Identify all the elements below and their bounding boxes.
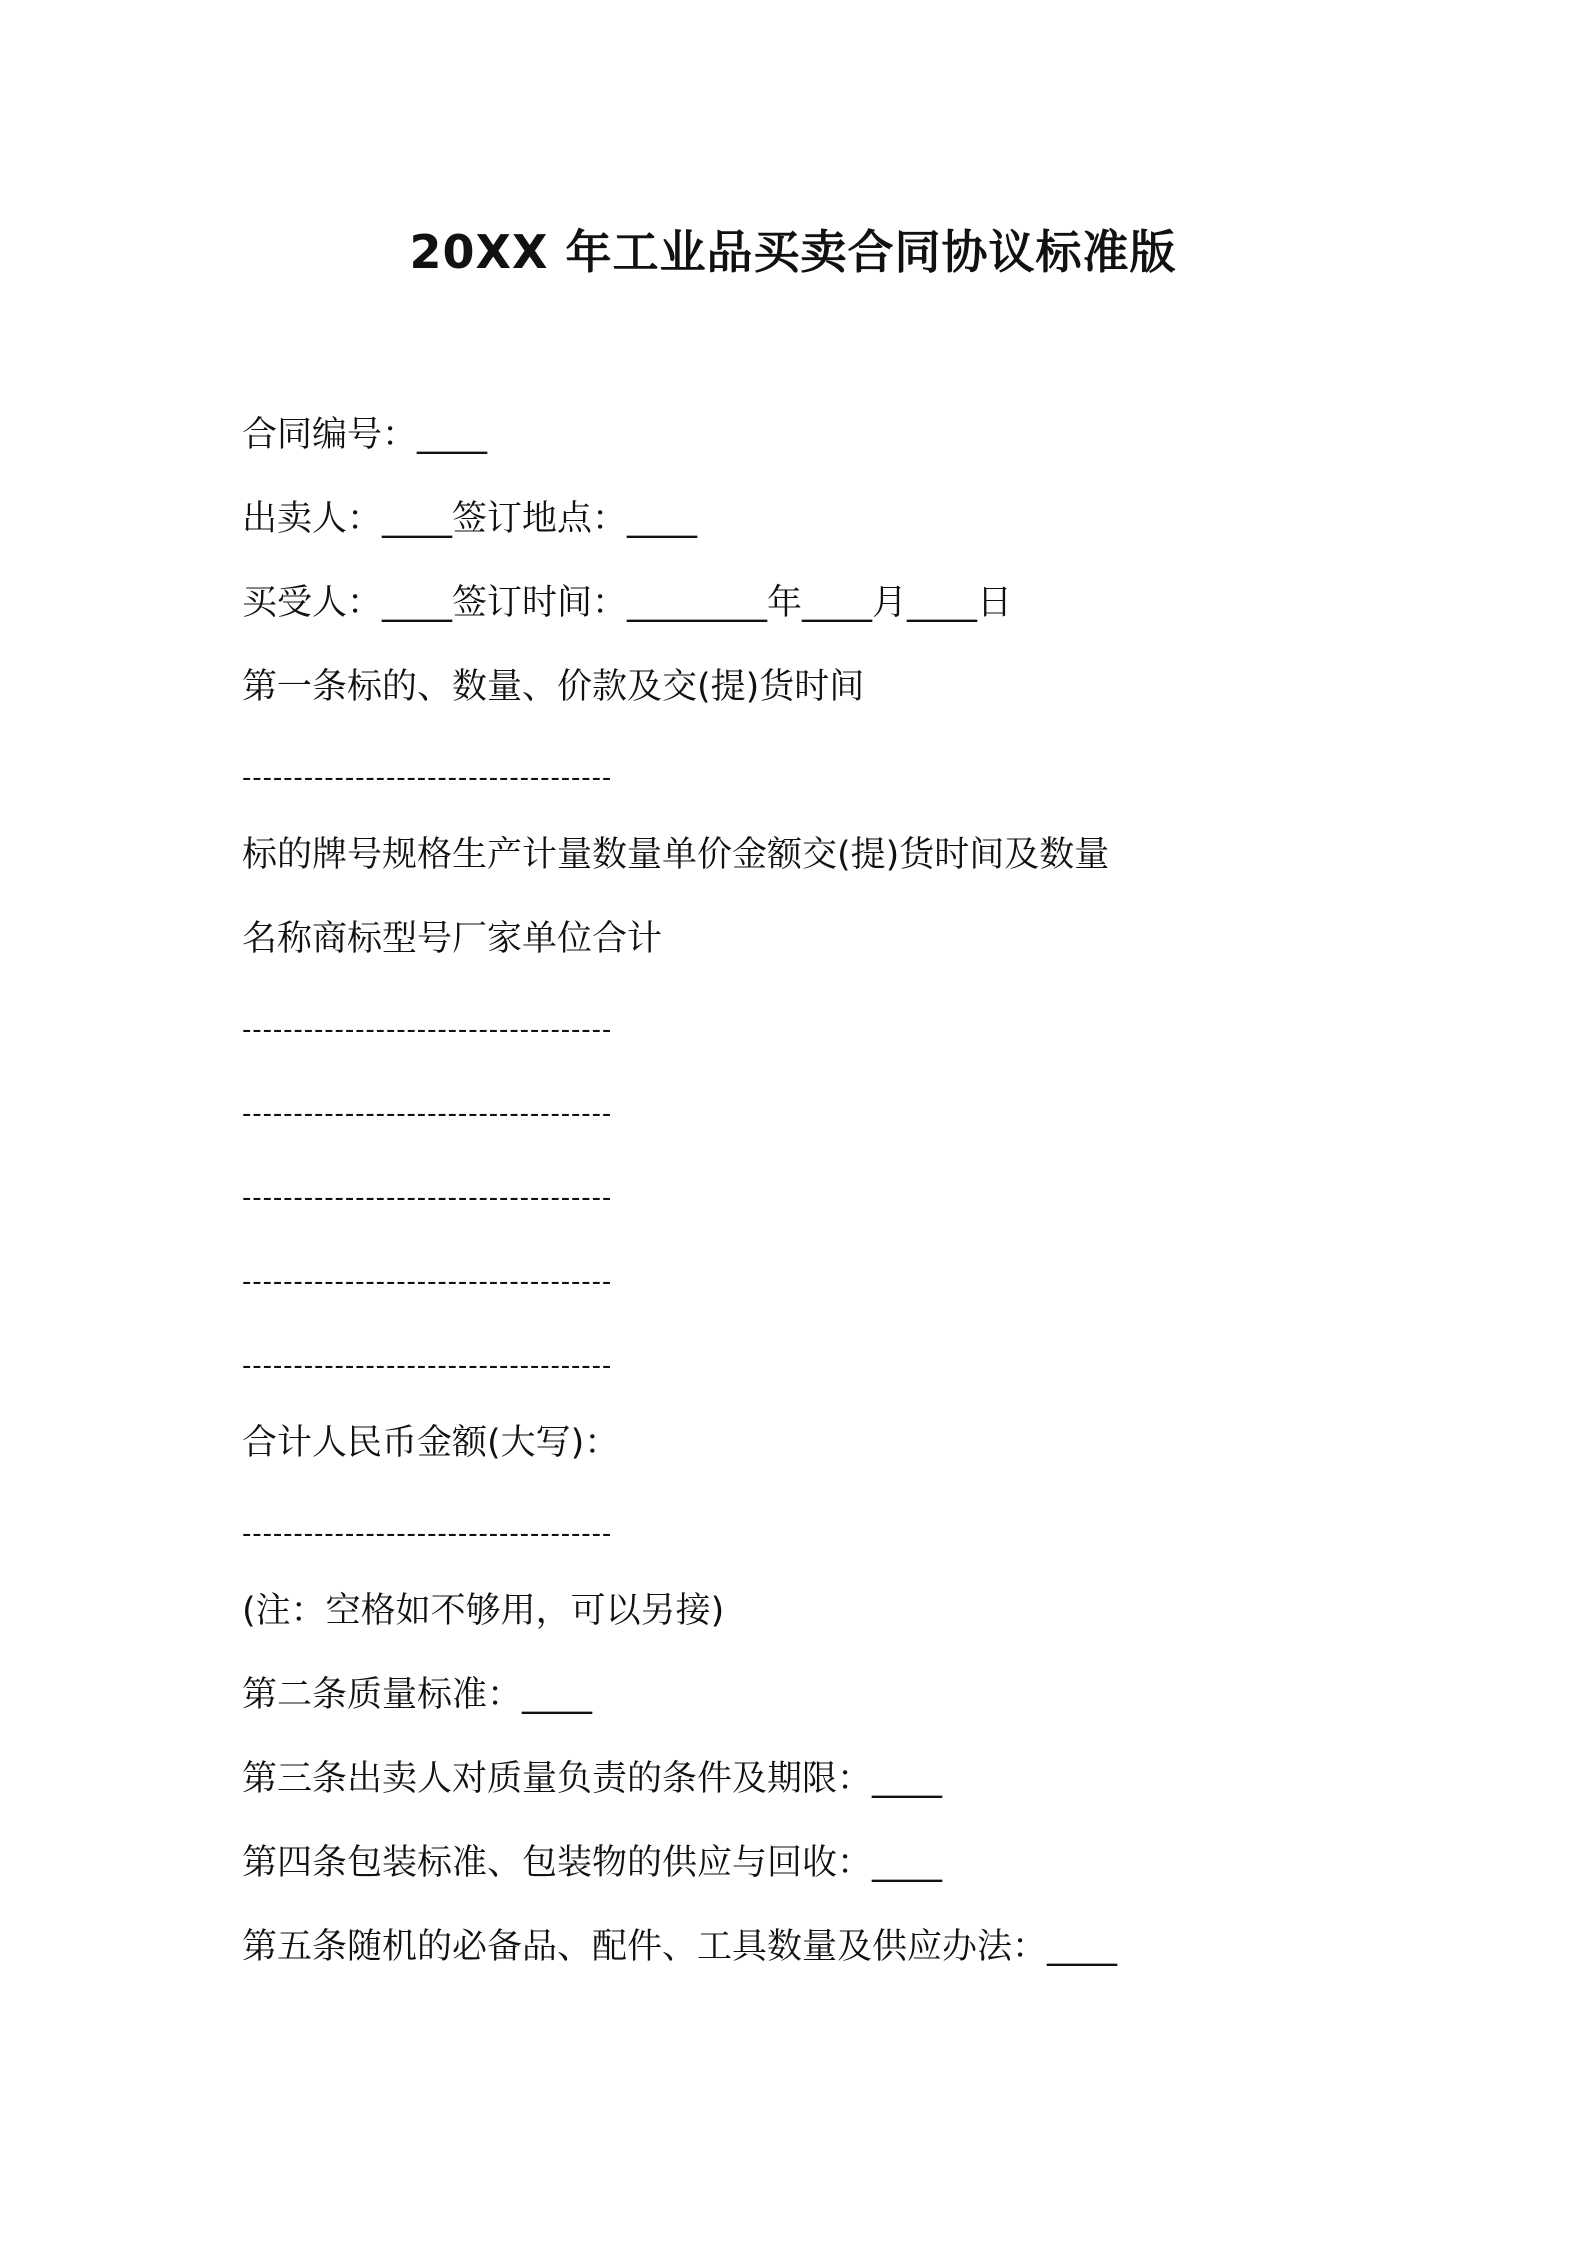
article-1-heading: 第一条标的、数量、价款及交(提)货时间 (242, 667, 865, 707)
seller-line: 出卖人：____签订地点：____ (242, 499, 698, 539)
divider-line: ------------------------------------ (242, 1519, 613, 1549)
divider-line: ------------------------------------ (242, 1099, 613, 1129)
article-3-line: 第三条出卖人对质量负责的条件及期限：____ (242, 1759, 943, 1799)
divider-line: ------------------------------------ (242, 1183, 613, 1213)
divider-line: ------------------------------------ (242, 1351, 613, 1381)
divider-line: ------------------------------------ (242, 1267, 613, 1297)
divider-line: ------------------------------------ (242, 763, 613, 793)
document-title: 20XX 年工业品买卖合同协议标准版 (409, 225, 1177, 279)
divider-line: ------------------------------------ (242, 1015, 613, 1045)
buyer-line: 买受人：____签订时间：________年____月____日 (242, 583, 1013, 623)
article-2-line: 第二条质量标准：____ (242, 1675, 593, 1715)
total-amount-line: 合计人民币金额(大写)： (242, 1423, 620, 1463)
article-4-line: 第四条包装标准、包装物的供应与回收：____ (242, 1843, 943, 1883)
article-5-line: 第五条随机的必备品、配件、工具数量及供应办法：____ (242, 1927, 1118, 1967)
note-line: (注：空格如不够用，可以另接) (242, 1591, 725, 1631)
table-header-row-1: 标的牌号规格生产计量数量单价金额交(提)货时间及数量 (242, 835, 1110, 875)
table-header-row-2: 名称商标型号厂家单位合计 (242, 919, 663, 959)
contract-number-line: 合同编号：____ (242, 415, 488, 455)
